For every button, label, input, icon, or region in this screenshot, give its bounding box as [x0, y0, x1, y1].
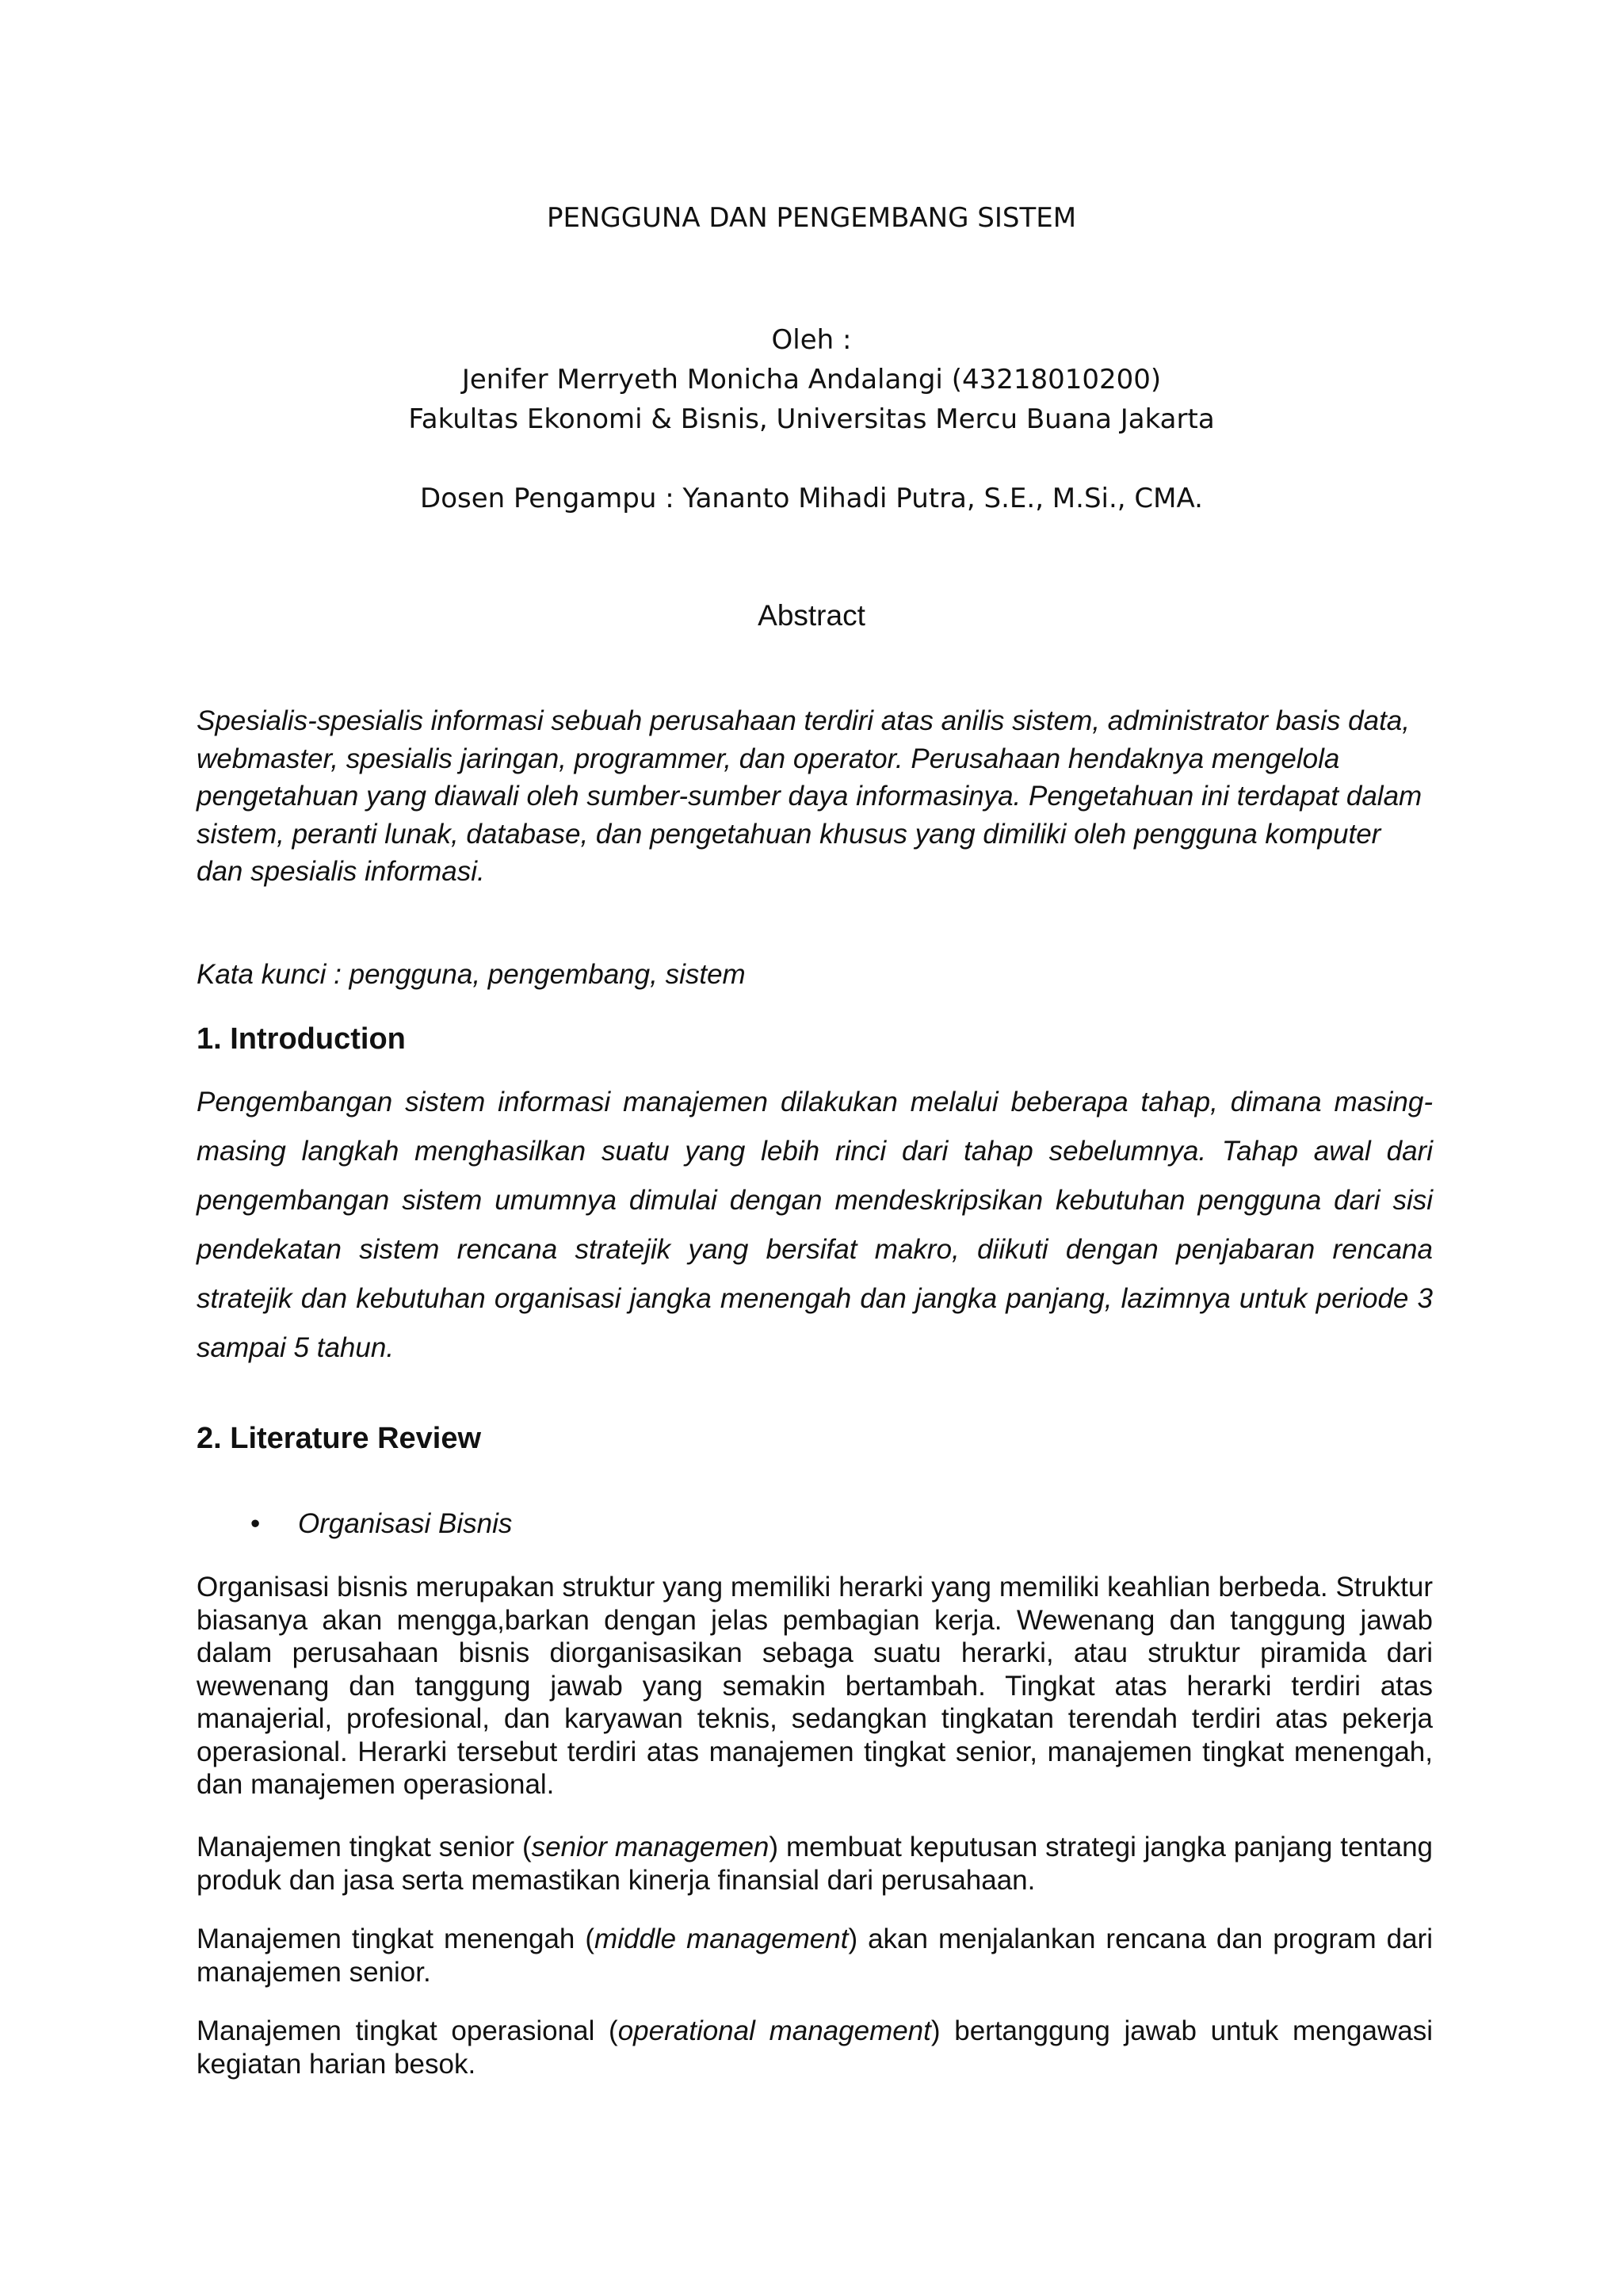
italic-term: middle management: [594, 1924, 849, 1954]
section-heading-literature-review: 2. Literature Review: [197, 1422, 482, 1455]
author-block: [0, 320, 1623, 439]
paragraph-text: Manajemen tingkat operasional (: [197, 2015, 618, 2046]
lecturer-line: [0, 479, 1623, 518]
author-name: Jenifer Merryeth Monicha Andalangi (43218010200): [461, 364, 1162, 395]
paragraph-text: Manajemen tingkat senior (: [197, 1832, 532, 1862]
bullet-item-organisasi-bisnis: [250, 1504, 512, 1544]
paragraph-senior-management: [197, 1831, 1433, 1897]
introduction-text: Pengembangan sistem informasi manajemen dilakukan melalui beberapa tahap, dimana masing-masing langkah menghasilkan suatu yang lebih rinci dari tahap sebelumnya. Tahap awal dari pengembangan sistem umumnya dimulai dengan mendeskripsikan kebutuhan pengguna dari sisi pendekatan sistem rencana stratejik yang bersifat makro, diikuti dengan penjabaran rencana stratejik dan kebutuhan organisasi jangka menengah dan jangka panjang, lazimnya untuk periode 3 sampai 5 tahun.: [197, 1087, 1433, 1363]
paragraph-text: ) akan menjalankan rencana dan program dari manajemen senior.: [197, 1924, 1433, 1988]
italic-term: operational management: [617, 2015, 931, 2046]
by-label: Oleh :: [771, 324, 852, 356]
paragraph-organisasi-bisnis: Organisasi bisnis merupakan struktur yang memiliki herarki yang memiliki keahlian berbeda. Struktur biasanya akan mengga,barkan dengan jelas pembagian kerja. Wewenang dan tanggung jawab dalam perusahaan bisnis diorganisasikan sebaga suatu herarki, atau struktur piramida dari wewenang dan tanggung jawab yang semakin bertambah. Tingkat atas herarki terdiri atas manajerial, profesional, dan karyawan teknis, sedangkan tingkatan terendah terdiri atas pekerja operasional. Herarki tersebut terdiri atas manajemen tingkat senior, manajemen tingkat menengah, dan manajemen operasional.: [197, 1572, 1433, 1800]
abstract-text: Spesialis-spesialis informasi sebuah perusahaan terdiri atas anilis sistem, administrator basis data, webmaster, spesialis jaringan, programmer, dan operator. Perusahaan hendaknya mengelola pengetahuan yang diawali oleh sumber-sumber daya informasinya. Pengetahuan ini terdapat dalam sistem, peranti lunak, database, dan pengetahuan khusus yang dimiliki oleh pengguna komputer dan spesialis informasi.: [197, 705, 1423, 887]
paragraph-operational-management: [197, 2015, 1433, 2080]
bullet-item-text: Organisasi Bisnis: [298, 1508, 513, 1539]
paper-title-text: PENGGUNA DAN PENGEMBANG SISTEM: [546, 202, 1077, 234]
paragraph-text: ) bertanggung jawab untuk mengawasi kegiatan harian besok.: [197, 2015, 1433, 2080]
italic-term: senior managemen: [531, 1832, 769, 1862]
paper-title: [0, 198, 1623, 238]
lecturer-text: Dosen Pengampu : Yananto Mihadi Putra, S.E., M.Si., CMA.: [420, 483, 1203, 514]
abstract-heading: Abstract: [758, 599, 865, 632]
bullet-icon: •: [250, 1508, 261, 1539]
paragraph-text: ) membuat keputusan strategi jangka panjang tentang produk dan jasa serta memastikan kinerja finansial dari perusahaan.: [197, 1832, 1434, 1896]
paragraph-middle-management: [197, 1923, 1433, 1988]
author-affiliation: Fakultas Ekonomi & Bisnis, Universitas Mercu Buana Jakarta: [408, 403, 1215, 435]
paragraph-text: Manajemen tingkat menengah (: [197, 1924, 595, 1954]
section-heading-introduction: 1. Introduction: [197, 1022, 406, 1056]
keywords: Kata kunci : pengguna, pengembang, sistem: [197, 959, 746, 990]
